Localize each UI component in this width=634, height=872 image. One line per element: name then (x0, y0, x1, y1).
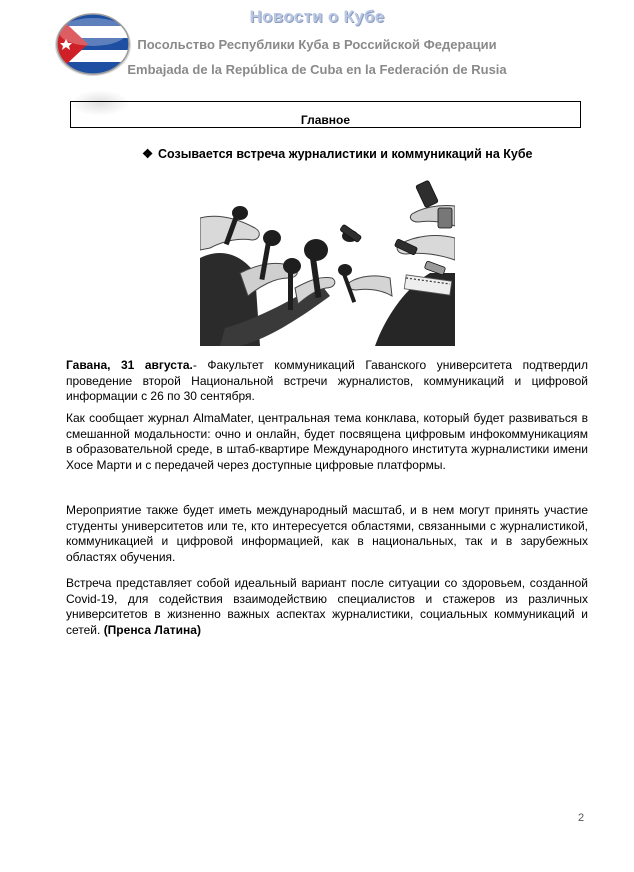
bullet-icon: ❖ (142, 147, 154, 161)
article-headline (142, 146, 533, 161)
embassy-name-es: Embajada de la República de Cuba en la Federación de Rusia (127, 62, 507, 77)
paragraph-text: Встреча представляет собой идеальный вариант после ситуации со здоровьем, созданной Covid-19, для содействия взаимодействию специалистов и стажеров из различных университетов в жизненно важных аспектах журналистики, социальных коммуникаций и сетей. (66, 576, 588, 637)
dateline: Гавана, 31 августа. (66, 358, 193, 372)
section-box (70, 101, 581, 128)
headline-text: Созывается встреча журналистики и коммуникаций на Кубе (158, 147, 533, 161)
article-paragraph: Мероприятие также будет иметь международный масштаб, и в нем могут принять участие студенты университетов или те, кто интересуется областями, связанными с журналистикой, коммуникацией и цифровой информацией, как в национальных, так и в зарубежных областях обучения. (66, 503, 588, 564)
embassy-name-ru: Посольство Республики Куба в Российской Федерации (137, 37, 497, 52)
page-number: 2 (578, 812, 585, 824)
section-label: Главное (300, 113, 351, 127)
microphones-illustration (200, 178, 455, 346)
article-paragraph: Как сообщает журнал AlmaMater, центральная тема конклава, который будет развиваться в смешанной модальности: очно и онлайн, будет посвящена цифровым инфокоммуникациям в образовательной среде, в штаб-квартире Международного института журналистики имени Хосе Марти и с передачей через доступные цифровые платформы. (66, 411, 588, 472)
news-source: (Пренса Латина) (103, 622, 201, 637)
paragraph-text: - Факультет коммуникаций Гаванского университета подтвердил проведение второй Национальной встречи журналистов, коммуникаций и цифровой информации с 26 по 30 сентября. (66, 358, 588, 404)
article-paragraph (66, 576, 588, 638)
newsletter-title: Новости о Кубе (249, 7, 385, 26)
article-paragraph (66, 358, 588, 405)
